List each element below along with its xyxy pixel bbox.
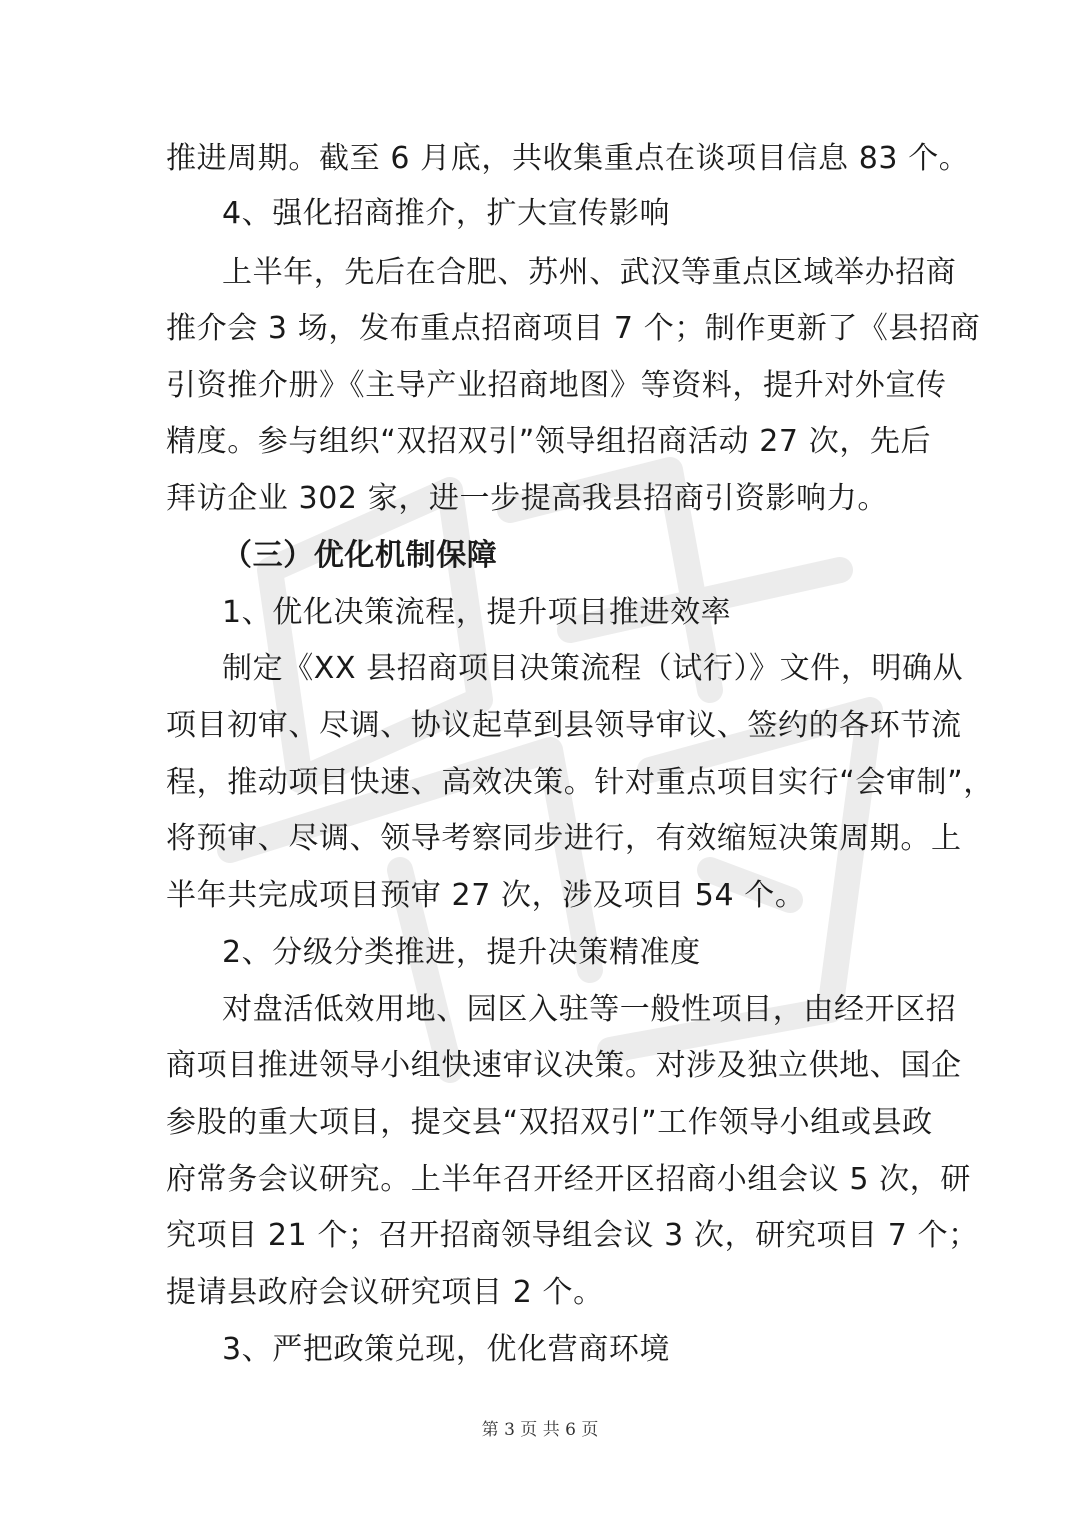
paragraph-line: 推进周期。截至 6 月底，共收集重点在谈项目信息 83 个。 bbox=[166, 141, 970, 176]
paragraph-line: 项目初审、尽调、协议起草到县领导审议、签约的各环节流 bbox=[166, 708, 962, 743]
section-heading: 4、强化招商推介，扩大宣传影响 bbox=[222, 196, 671, 231]
paragraph-line: 府常务会议研究。上半年召开经开区招商小组会议 5 次，研 bbox=[166, 1162, 971, 1197]
paragraph-line: 引资推介册》《主导产业招商地图》等资料，提升对外宣传 bbox=[166, 368, 947, 403]
page-number-footer: 第 3 页 共 6 页 bbox=[481, 1420, 599, 1440]
paragraph-line: 制定《XX 县招商项目决策流程（试行）》文件，明确从 bbox=[222, 651, 964, 686]
section-heading: 1、优化决策流程，提升项目推进效率 bbox=[222, 595, 732, 630]
subsection-heading: （三）优化机制保障 bbox=[222, 538, 498, 573]
paragraph-line: 上半年，先后在合肥、苏州、武汉等重点区域举办招商 bbox=[222, 255, 957, 290]
paragraph-line: 程，推动项目快速、高效决策。针对重点项目实行“会审制”， bbox=[166, 765, 994, 800]
paragraph-line: 对盘活低效用地、园区入驻等一般性项目，由经开区招 bbox=[222, 992, 957, 1027]
paragraph-line: 半年共完成项目预审 27 次，涉及项目 54 个。 bbox=[166, 878, 806, 913]
paragraph-line: 推介会 3 场，发布重点招商项目 7 个；制作更新了《县招商 bbox=[166, 311, 981, 346]
paragraph-line: 商项目推进领导小组快速审议决策。对涉及独立供地、国企 bbox=[166, 1048, 962, 1083]
paragraph-line: 提请县政府会议研究项目 2 个。 bbox=[166, 1275, 604, 1310]
section-heading: 2、分级分类推进，提升决策精准度 bbox=[222, 935, 701, 970]
paragraph-line: 将预审、尽调、领导考察同步进行，有效缩短决策周期。上 bbox=[166, 821, 962, 856]
paragraph-line: 参股的重大项目，提交县“双招双引”工作领导小组或县政 bbox=[166, 1105, 933, 1140]
section-heading: 3、严把政策兑现，优化营商环境 bbox=[222, 1332, 671, 1367]
paragraph-line: 拜访企业 302 家，进一步提高我县招商引资影响力。 bbox=[166, 481, 888, 516]
paragraph-line: 精度。参与组织“双招双引”领导组招商活动 27 次，先后 bbox=[166, 424, 932, 459]
paragraph-line: 究项目 21 个；召开招商领导组会议 3 次，研究项目 7 个； bbox=[166, 1218, 979, 1253]
